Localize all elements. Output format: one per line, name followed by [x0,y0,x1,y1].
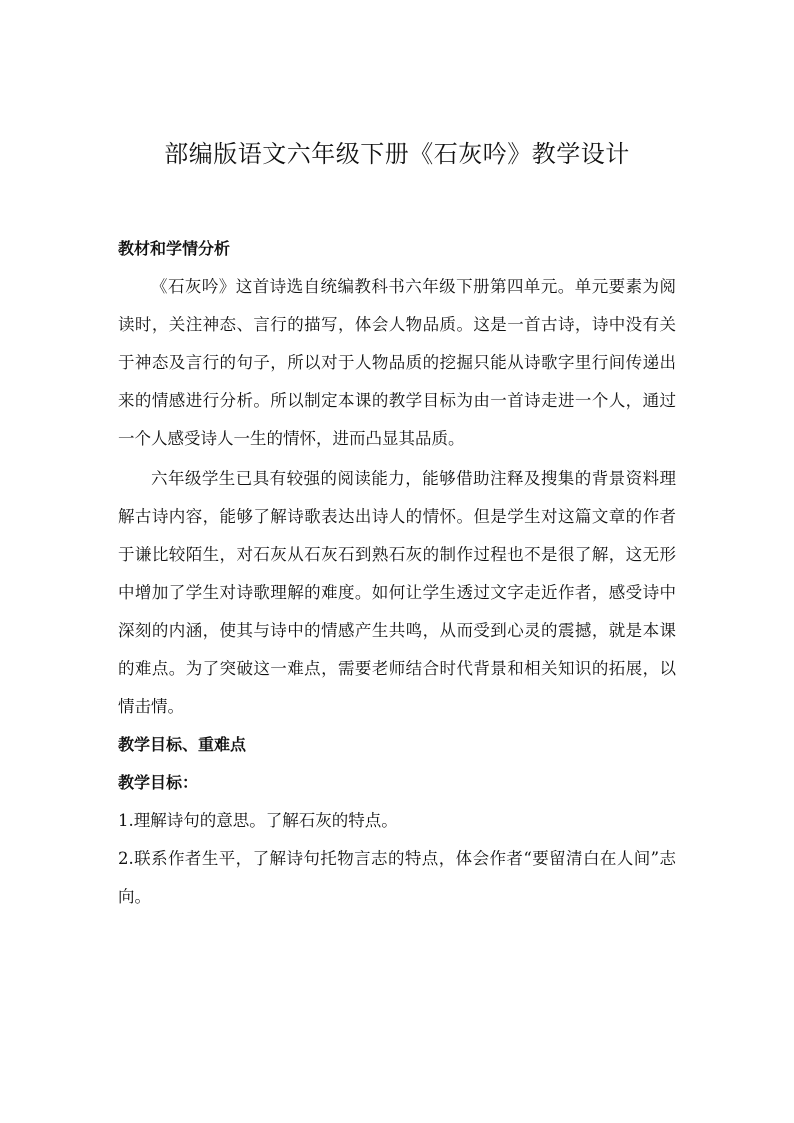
paragraph-analysis-1: 《石灰吟》这首诗选自统编教科书六年级下册第四单元。单元要素为阅读时，关注神态、言行的描写，体会人物品质。这是一首古诗，诗中没有关于神态及言行的句子，所以对于人物品质的挖掘只能从诗歌字里行间传递出来的情感进行分析。所以制定本课的教学目标为由一首诗走进一个人，通过一个人感受诗人一生的情怀，进而凸显其品质。 [118,276,676,448]
objective-item-2: 2.联系作者生平，了解诗句托物言志的特点，体会作者“要留清白在人间”志向。 [118,848,676,906]
section-heading-objectives: 教学目标、重难点 [118,734,247,754]
subheading-objectives: 教学目标： [118,772,199,792]
objective-item-1: 1.理解诗句的意思。了解石灰的特点。 [118,810,398,830]
section-objectives [118,726,676,916]
section-heading-analysis: 教材和学情分析 [118,238,231,258]
document-title: 部编版语文六年级下册《石灰吟》教学设计 [164,140,630,168]
paragraph-analysis-2: 六年级学生已具有较强的阅读能力，能够借助注释及搜集的背景资料理解古诗内容，能够了解诗歌表达出诗人的情怀。但是学生对这篇文章的作者于谦比较陌生，对石灰从石灰石到熟石灰的制作过程也不是很了解，这无形中增加了学生对诗歌理解的难度。如何让学生透过文字走近作者，感受诗中深刻的内涵，使其与诗中的情感产生共鸣，从而受到心灵的震撼，就是本课的难点。为了突破这一难点，需要老师结合时代背景和相关知识的拓展，以情击情。 [118,468,676,716]
section-analysis [118,230,676,726]
